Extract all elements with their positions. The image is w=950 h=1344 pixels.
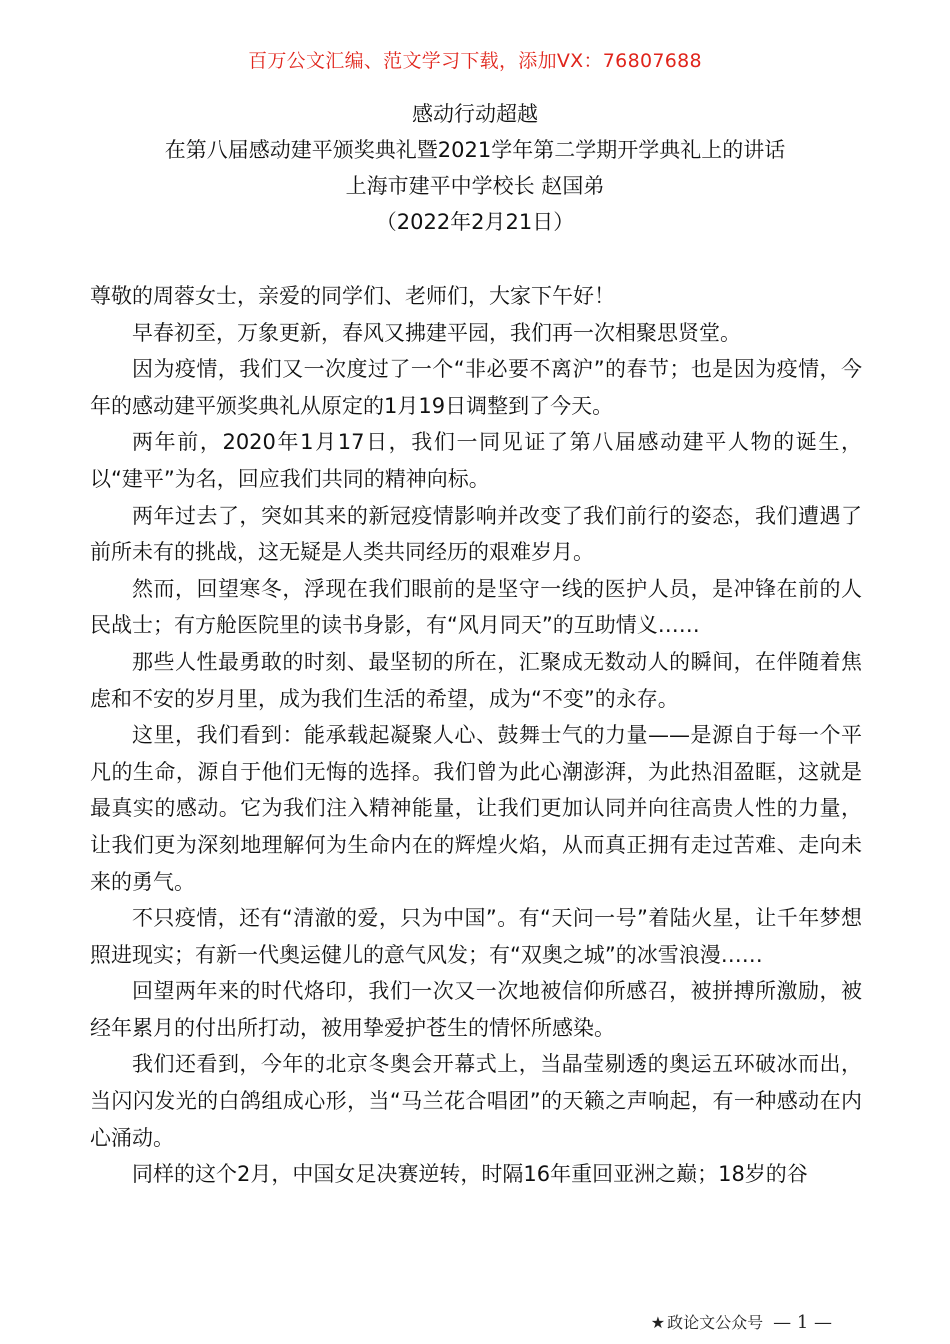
promo-banner: 百万公文汇编、范文学习下载，添加VX：76807688 (248, 50, 702, 72)
speech-author: 上海市建平中学校长 赵国弟 (345, 174, 605, 198)
footer-source: 政论文公众号 (667, 1313, 764, 1332)
paragraph: 两年过去了，突如其来的新冠疫情影响并改变了我们前行的姿态，我们遭遇了前所未有的挑战，这无疑是人类共同经历的艰难岁月。 (90, 503, 862, 565)
page-number: — 1 — (773, 1312, 832, 1333)
paragraph: 同样的这个2月，中国女足决赛逆转，时隔16年重回亚洲之巅；18岁的谷 (132, 1162, 808, 1187)
paragraph: 因为疫情，我们又一次度过了一个“非必要不离沪”的春节；也是因为疫情，今年的感动建平颁奖典礼从原定的1月19日调整到了今天。 (90, 357, 862, 418)
paragraph: 早春初至，万象更新，春风又拂建平园，我们再一次相聚思贤堂。 (132, 320, 741, 345)
paragraph: 两年前，2020年1月17日，我们一同见证了第八届感动建平人物的诞生，以“建平”为名，回应我们共同的精神向标。 (90, 430, 862, 491)
paragraph: 回望两年来的时代烙印，我们一次又一次地被信仰所感召，被拼搏所激励，被经年累月的付出所打动，被用挚爱护苍生的情怀所感染。 (90, 979, 862, 1040)
greeting: 尊敬的周蓉女士，亲爱的同学们、老师们，大家下午好！ (90, 284, 615, 308)
star-icon: ★ (650, 1313, 666, 1332)
speech-title: 感动行动超越 (412, 102, 538, 126)
paragraph: 然而，回望寒冬，浮现在我们眼前的是坚守一线的医护人员，是冲锋在前的人民战士；有方舱医院里的读书身影，有“风月同天”的互助情义…… (90, 576, 862, 638)
speech-date: （2022年2月21日） (375, 210, 575, 234)
page-footer (651, 1310, 832, 1333)
speech-body (90, 278, 862, 1193)
paragraph: 那些人性最勇敢的时刻、最坚韧的所在，汇聚成无数动人的瞬间，在伴随着焦虑和不安的岁月里，成为我们生活的希望，成为“不变”的永存。 (90, 649, 862, 711)
speech-header (0, 96, 950, 240)
paragraph: 不只疫情，还有“清澈的爱，只为中国”。有“天问一号”着陆火星，让千年梦想照进现实；有新一代奥运健儿的意气风发；有“双奥之城”的冰雪浪漫…… (90, 906, 862, 967)
paragraph: 我们还看到，今年的北京冬奥会开幕式上，当晶莹剔透的奥运五环破冰而出，当闪闪发光的白鸽组成心形，当“马兰花合唱团”的天籁之声响起，有一种感动在内心涌动。 (90, 1052, 862, 1150)
paragraph: 这里，我们看到：能承载起凝聚人心、鼓舞士气的力量——是源自于每一个平凡的生命，源自于他们无悔的选择。我们曾为此心潮澎湃，为此热泪盈眶，这就是最真实的感动。它为我们注入精神能量，让我们更加认同并向往高贵人性的力量，让我们更为深刻地理解何为生命内在的辉煌火焰，从而真正拥有走过苦难、走向未来的勇气。 (90, 723, 862, 894)
speech-subtitle: 在第八届感动建平颁奖典礼暨2021学年第二学期开学典礼上的讲话 (164, 138, 786, 162)
